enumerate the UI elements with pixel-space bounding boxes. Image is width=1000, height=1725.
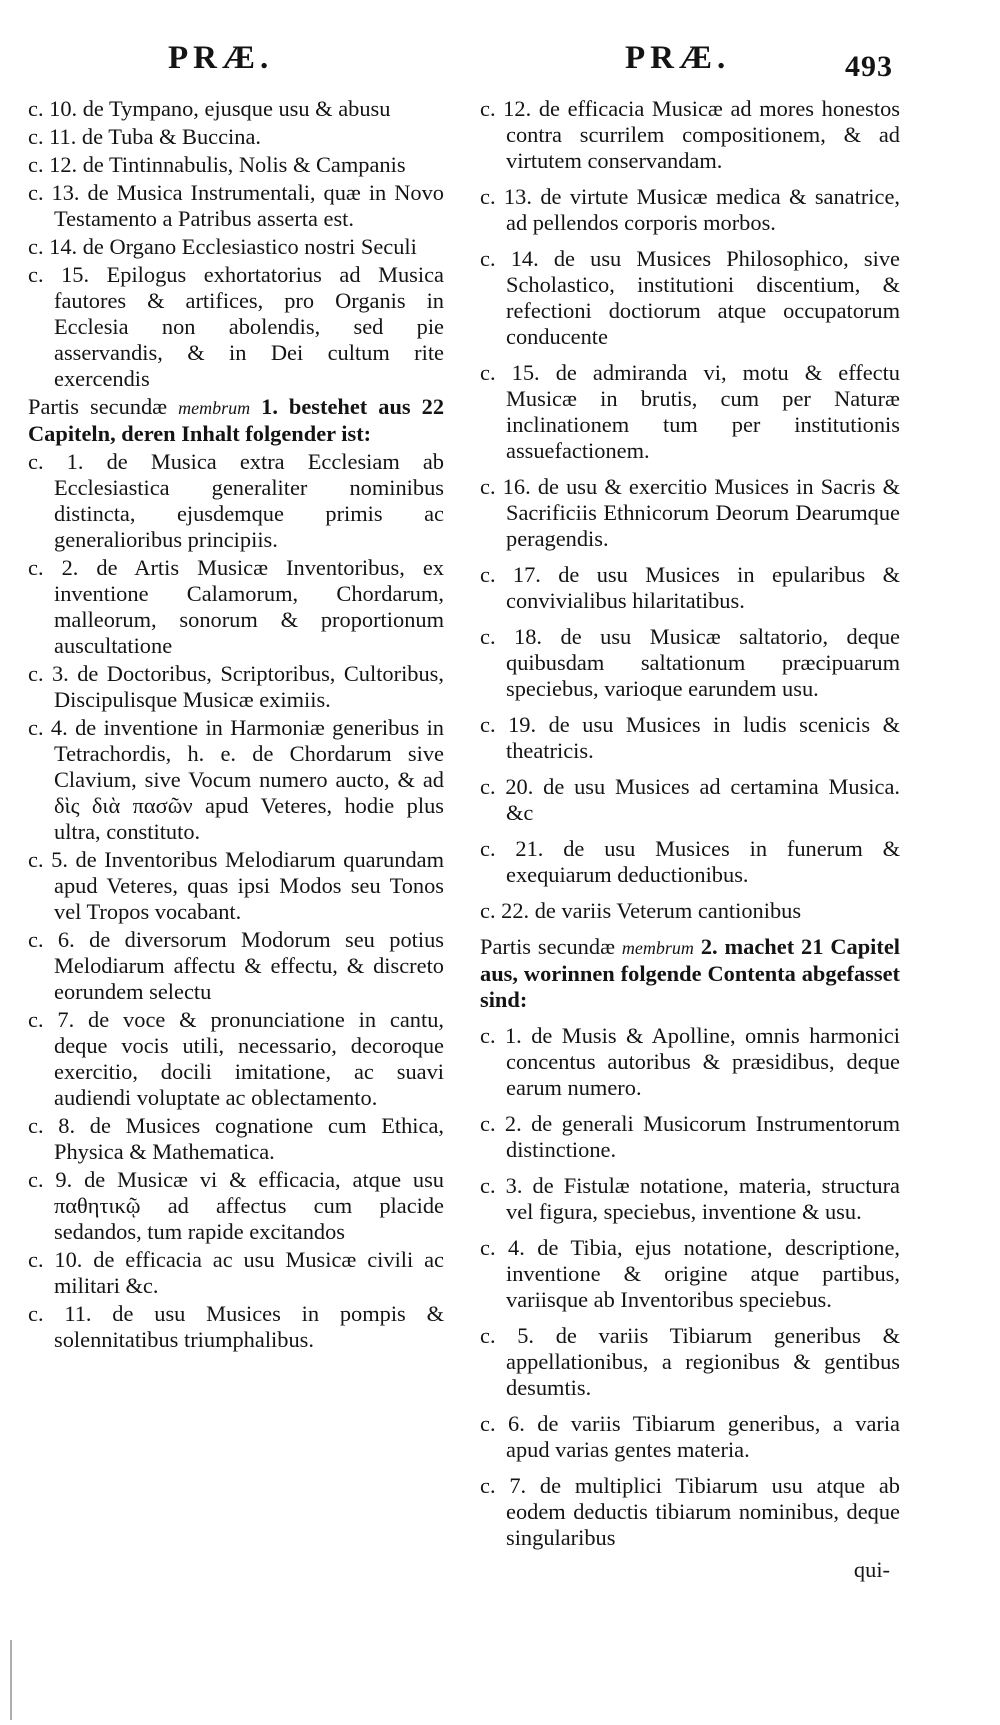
left-column: [28, 96, 444, 1355]
chapter-entry: c. 7. de multiplici Tibiarum usu atque ab eodem deductis tibiarum nominibus, deque singularibus: [480, 1473, 900, 1550]
chapter-entry: c. 5. de variis Tibiarum generibus & appellationibus, a regionibus & gentibus desumtis.: [480, 1323, 900, 1400]
chapter-entry: c. 22. de variis Veterum cantionibus: [480, 898, 802, 923]
chapter-entry: c. 7. de voce & pronunciatione in cantu, deque vocis utili, necessario, decoroque exercitio, docili imitatione, ac suavi audiendi voluptate ac oblectamento.: [28, 1007, 444, 1110]
chapter-entry: c. 16. de usu & exercitio Musices in Sacris & Sacrificiis Ethnicorum Deorum Dearumque peragendis.: [480, 474, 900, 551]
section-heading-german: 1. bestehet aus 22 Capiteln, deren Inhalt folgender ist:: [28, 394, 445, 446]
running-head-left: PRÆ.: [168, 40, 274, 76]
running-head-right: PRÆ.: [625, 40, 731, 76]
chapter-entry: c. 19. de usu Musices in ludis scenicis & theatricis.: [480, 712, 900, 763]
chapter-entry: c. 11. de Tuba & Buccina.: [28, 124, 262, 149]
chapter-entry: c. 3. de Doctoribus, Scriptoribus, Cultoribus, Discipulisque Musicæ eximiis.: [28, 661, 444, 712]
chapter-entry: c. 11. de usu Musices in pompis & solennitatibus triumphalibus.: [28, 1301, 444, 1352]
chapter-entry: c. 14. de usu Musices Philosophico, sive Scholastico, institutioni discentium, & refectioni doctiorum atque occupatorum conducente: [480, 246, 900, 349]
chapter-entry: c. 15. Epilogus exhortatorius ad Musica fautores & artifices, pro Organis in Ecclesia non abolendis, sed pie asservandis, & in Dei cultum rite exercendis: [28, 262, 444, 391]
chapter-entry: c. 5. de Inventoribus Melodiarum quarundam apud Veteres, quas ipsi Modos seu Tonos vel Tropos vocabant.: [28, 847, 444, 924]
chapter-entry: c. 18. de usu Musicæ saltatorio, deque quibusdam saltationum præcipuarum speciebus, varioque earundem usu.: [480, 624, 900, 701]
section-heading-latin: Partis secundæ: [28, 394, 179, 419]
section-heading: [28, 394, 444, 447]
chapter-entry: c. 20. de usu Musices ad certamina Musica. &c: [480, 774, 900, 825]
chapter-entry: c. 10. de Tympano, ejusque usu & abusu: [28, 96, 391, 121]
chapter-entry: c. 21. de usu Musices in funerum & exequiarum deductionibus.: [480, 836, 900, 887]
chapter-entry: c. 6. de variis Tibiarum generibus, a varia apud varias gentes materia.: [480, 1411, 900, 1462]
section-heading-membrum: membrum: [178, 398, 251, 418]
chapter-entry: c. 1. de Musis & Apolline, omnis harmonici concentus autoribus & præsidibus, deque earum numero.: [480, 1023, 900, 1100]
catchword: qui-: [853, 1557, 890, 1582]
chapter-entry: c. 15. de admiranda vi, motu & effectu Musicæ in brutis, cum per Naturæ inclinationem tum per institutionis assuefactionem.: [480, 360, 900, 463]
chapter-entry: c. 13. de Musica Instrumentali, quæ in Novo Testamento a Patribus asserta est.: [28, 180, 444, 231]
chapter-entry: c. 17. de usu Musices in epularibus & convivialibus hilaritatibus.: [480, 562, 900, 613]
chapter-entry: c. 8. de Musices cognatione cum Ethica, Physica & Mathematica.: [28, 1113, 444, 1164]
chapter-entry: c. 4. de inventione in Harmoniæ generibus in Tetrachordis, h. e. de Chordarum sive Clavium, sive Vocum numero aucto, & ad δὶς διὰ πασῶν apud Veteres, hodie plus ultra, constituto.: [28, 715, 444, 844]
chapter-entry: c. 6. de diversorum Modorum seu potius Melodiarum affectu & effectu, & discreto eorundem selectu: [28, 927, 444, 1004]
chapter-entry: c. 1. de Musica extra Ecclesiam ab Ecclesiastica generaliter nominibus distincta, ejusdemque primis ac generalioribus principiis.: [28, 449, 444, 552]
chapter-entry: c. 14. de Organo Ecclesiastico nostri Seculi: [28, 234, 417, 259]
chapter-entry: c. 3. de Fistulæ notatione, materia, structura vel figura, speciebus, inventione & usu.: [480, 1173, 900, 1224]
chapter-entry: c. 2. de generali Musicorum Instrumentorum distinctione.: [480, 1111, 900, 1162]
chapter-entry: c. 12. de Tintinnabulis, Nolis & Campanis: [28, 152, 406, 177]
section-heading-german: 2. machet 21 Capitel aus, worinnen folgende Contenta abgefasset sind:: [480, 934, 900, 1012]
chapter-entry: c. 13. de virtute Musicæ medica & sanatrice, ad pellendos corporis morbos.: [480, 184, 900, 235]
page-number: 493: [845, 50, 893, 83]
chapter-entry: c. 9. de Musicæ vi & efficacia, atque usu παθητικῷ ad affectus cum placide sedandos, tum rapide excitandos: [28, 1167, 444, 1244]
page-edge-mark: [10, 1640, 12, 1720]
section-heading-membrum: membrum: [621, 938, 694, 958]
chapter-entry: c. 2. de Artis Musicæ Inventoribus, ex inventione Calamorum, Chordarum, malleorum, sonorum & proportionum auscultatione: [28, 555, 444, 658]
chapter-entry: c. 10. de efficacia ac usu Musicæ civili ac militari &c.: [28, 1247, 444, 1298]
right-column: [480, 96, 900, 1583]
chapter-entry: c. 12. de efficacia Musicæ ad mores honestos contra scurrilem compositionem, & ad virtutem conservandam.: [480, 96, 900, 173]
section-heading-latin: Partis secundæ: [480, 934, 622, 959]
section-heading: [480, 934, 900, 1013]
chapter-entry: c. 4. de Tibia, ejus notatione, descriptione, inventione & origine atque partibus, variisque ab Inventoribus speciebus.: [480, 1235, 900, 1312]
